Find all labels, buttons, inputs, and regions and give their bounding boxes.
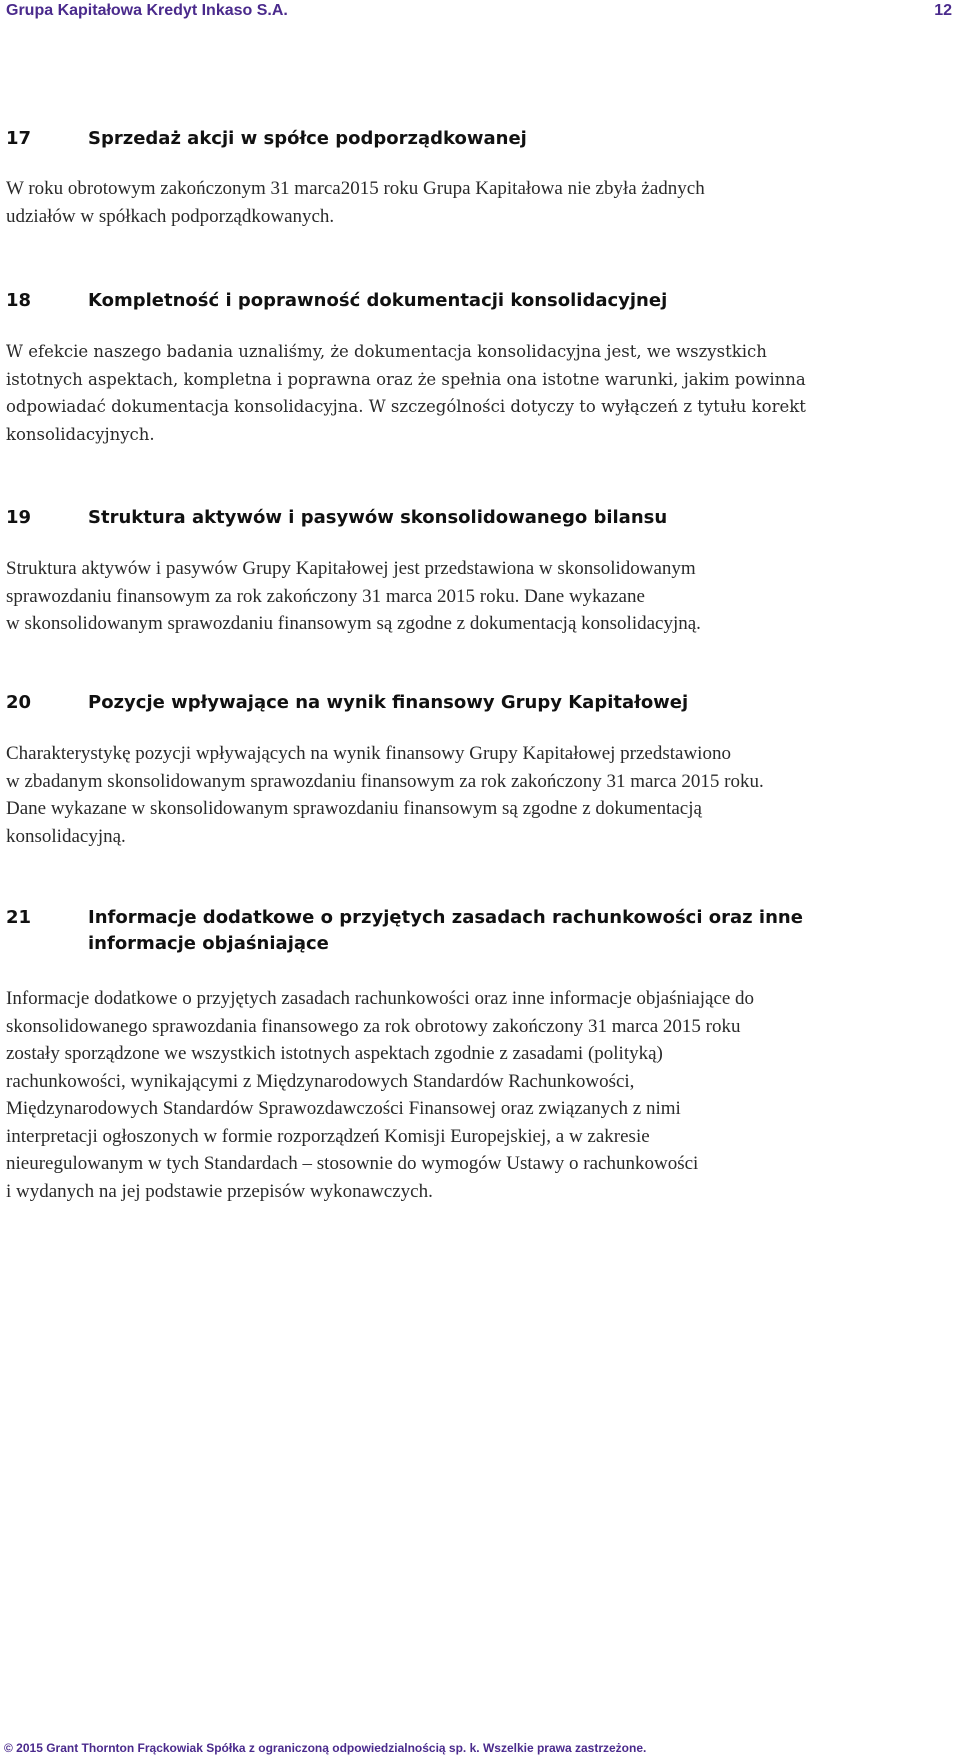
body-line: w zbadanym skonsolidowanym sprawozdaniu finansowym za rok zakończony 31 marca 2015 roku. <box>6 770 764 792</box>
section-title-line: informacje objaśniające <box>88 933 329 954</box>
body-line: i wydanych na jej podstawie przepisów wykonawczych. <box>6 1180 433 1202</box>
body-line: Informacje dodatkowe o przyjętych zasadach rachunkowości oraz inne informacje objaśniające do <box>6 988 755 1009</box>
page-header <box>6 0 952 22</box>
section-heading <box>6 505 936 531</box>
header-company-name: Grupa Kapitałowa Kredyt Inkaso S.A. <box>6 2 288 19</box>
section-body <box>6 555 936 638</box>
section-title <box>88 126 936 152</box>
body-line: zostały sporządzone we wszystkich istotnych aspektach zgodnie z zasadami (polityką) <box>6 1043 663 1064</box>
header-page-number: 12 <box>934 2 952 19</box>
section-number: 21 <box>6 907 32 928</box>
body-line: W efekcie naszego badania uznaliśmy, że dokumentacja konsolidacyjna jest, we wszystkich <box>6 342 767 361</box>
section-body <box>6 985 936 1205</box>
section-body <box>6 175 936 230</box>
body-line: Międzynarodowych Standardów Sprawozdawczości Finansowej oraz związanych z nimi <box>6 1098 681 1119</box>
section-heading <box>6 126 936 152</box>
body-line: w skonsolidowanym sprawozdaniu finansowym są zgodne z dokumentacją konsolidacyjną. <box>6 613 701 634</box>
body-line: nieuregulowanym w tych Standardach – stosownie do wymogów Ustawy o rachunkowości <box>6 1153 699 1174</box>
section-21 <box>6 905 936 1205</box>
section-title <box>88 288 936 314</box>
body-line: istotnych aspektach, kompletna i poprawna oraz że spełnia ona istotne warunki, jakim powinna <box>6 369 806 389</box>
section-title-line: Struktura aktywów i pasywów skonsolidowanego bilansu <box>88 507 668 528</box>
section-body <box>6 740 936 850</box>
body-line: Charakterystykę pozycji wpływających na wynik finansowy Grupy Kapitałowej przedstawiono <box>6 743 731 764</box>
body-line: rachunkowości, wynikającymi z Międzynarodowych Standardów Rachunkowości, <box>6 1070 635 1092</box>
section-heading <box>6 690 936 716</box>
section-heading <box>6 905 936 957</box>
section-title-line: Informacje dodatkowe o przyjętych zasadach rachunkowości oraz inne <box>88 907 803 928</box>
section-18 <box>6 288 936 448</box>
body-line: konsolidacyjnych. <box>6 424 155 444</box>
section-title-line: Pozycje wpływające na wynik finansowy Grupy Kapitałowej <box>88 692 689 713</box>
page-footer: © 2015 Grant Thornton Frąckowiak Spółka z ograniczoną odpowiedzialnością sp. k. Wszelkie prawa zastrzeżone. <box>4 1741 647 1755</box>
section-body <box>6 338 936 448</box>
section-17 <box>6 126 936 230</box>
body-line: interpretacji ogłoszonych w formie rozporządzeń Komisji Europejskiej, a w zakresie <box>6 1125 650 1147</box>
section-number: 18 <box>6 290 32 311</box>
section-title <box>88 905 936 957</box>
section-title <box>88 690 936 716</box>
section-number: 17 <box>6 128 32 149</box>
body-line: skonsolidowanego sprawozdania finansowego za rok obrotowy zakończony 31 marca 2015 roku <box>6 1015 741 1037</box>
body-line: Dane wykazane w skonsolidowanym sprawozdaniu finansowym są zgodne z dokumentacją <box>6 798 702 819</box>
body-line: sprawozdaniu finansowym za rok zakończony 31 marca 2015 roku. Dane wykazane <box>6 585 645 607</box>
section-title <box>88 505 936 531</box>
section-number: 20 <box>6 692 32 713</box>
body-line: Struktura aktywów i pasywów Grupy Kapitałowej jest przedstawiona w skonsolidowanym <box>6 558 696 579</box>
section-20 <box>6 690 936 850</box>
section-heading <box>6 288 936 314</box>
section-title-line: Sprzedaż akcji w spółce podporządkowanej <box>88 128 527 149</box>
body-line: odpowiadać dokumentacja konsolidacyjna. W szczególności dotyczy to wyłączeń z tytułu korekt <box>6 397 806 416</box>
section-number: 19 <box>6 507 32 528</box>
section-19 <box>6 505 936 638</box>
body-line: W roku obrotowym zakończonym 31 marca2015 roku Grupa Kapitałowa nie zbyła żadnych <box>6 178 705 199</box>
section-title-line: Kompletność i poprawność dokumentacji konsolidacyjnej <box>88 290 668 311</box>
body-line: udziałów w spółkach podporządkowanych. <box>6 205 335 227</box>
body-line: konsolidacyjną. <box>6 825 126 847</box>
